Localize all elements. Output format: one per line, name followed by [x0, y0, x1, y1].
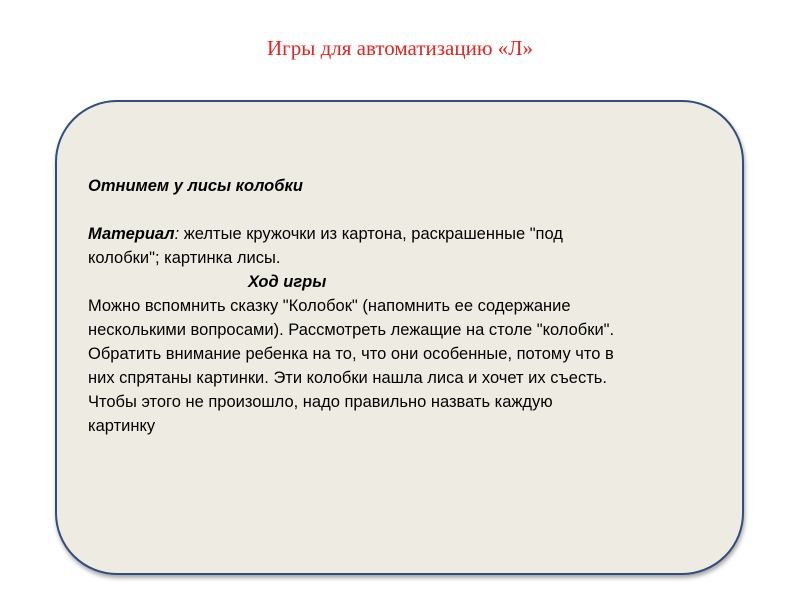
material-label: Материал — [88, 225, 175, 243]
material-text-1: желтые кружочки из картона, раскрашенные "под — [179, 225, 563, 243]
body-line: картинку — [88, 417, 156, 435]
material-line-2: колобки"; картинка лисы. — [88, 249, 281, 267]
body-line: Можно вспомнить сказку "Колобок" (напомнить ее содержание — [88, 297, 571, 315]
card-text — [88, 174, 738, 438]
material-line-1 — [88, 222, 738, 246]
body-line: несколькими вопросами). Рассмотреть лежащие на столе "колобки". — [88, 321, 615, 339]
body-line: них спрятаны картинки. Эти колобки нашла лиса и хочет их съесть. — [88, 369, 607, 387]
body-line: Чтобы этого не произошло, надо правильно назвать каждую — [88, 393, 553, 411]
body-line: Обратить внимание ребенка на то, что они особенные, потому что в — [88, 345, 614, 363]
game-title: Отнимем у лисы колобки — [88, 177, 303, 195]
section-heading: Ход игры — [248, 273, 327, 291]
material-colon: : — [174, 225, 180, 243]
slide-title: Игры для автоматизацию «Л» — [266, 36, 534, 60]
